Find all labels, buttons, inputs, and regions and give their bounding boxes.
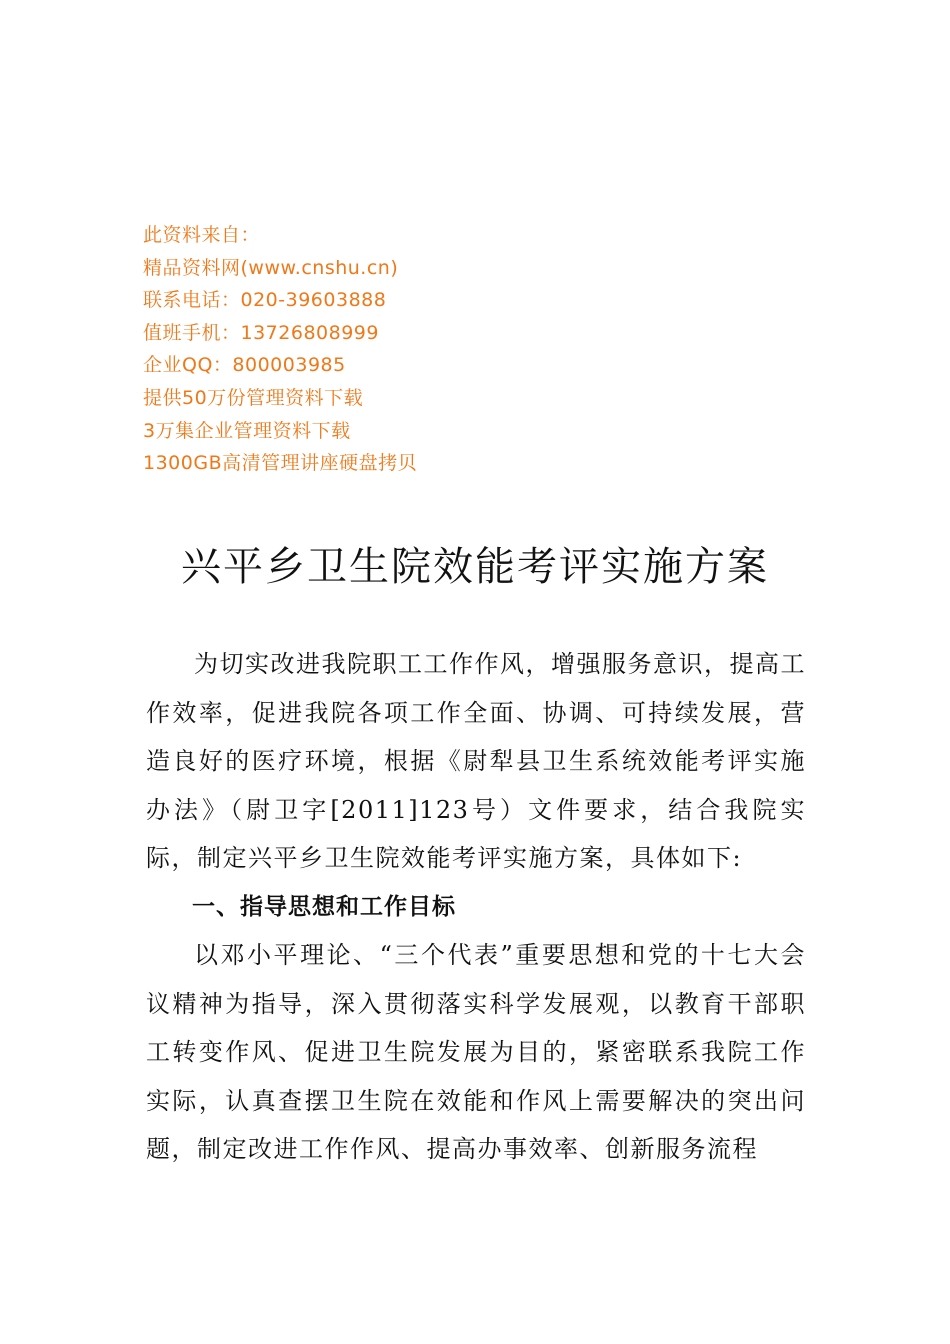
intro-paragraph: 为切实改进我院职工工作作风，增强服务意识，提高工作效率，促进我院各项工作全面、协调、可持续发展，营造良好的医疗环境，根据《尉犁县卫生系统效能考评实施办法》（尉卫字[2011]123号）文件要求，结合我院实际，制定兴平乡卫生院效能考评实施方案，具体如下: bbox=[146, 650, 806, 872]
source-info-line: 此资料来自： bbox=[143, 224, 261, 246]
section-paragraph: 以邓小平理论、“三个代表”重要思想和党的十七大会议精神为指导，深入贯彻落实科学发展观，以教育干部职工转变作风、促进卫生院发展为目的，紧密联系我院工作实际，认真查摆卫生院在效能和作风上需要解决的突出问题，制定改进工作作风、提高办事效率、创新服务流程 bbox=[146, 941, 806, 1163]
source-info-line: 值班手机：13726808999 bbox=[143, 321, 379, 344]
source-info-line: 联系电话：020-39603888 bbox=[143, 289, 387, 312]
section-heading: 一、指导思想和工作目标 bbox=[192, 893, 456, 920]
source-info-line: 1300GB高清管理讲座硬盘拷贝 bbox=[143, 452, 418, 475]
source-info-line: 企业QQ：800003985 bbox=[143, 354, 346, 377]
document-title: 兴平乡卫生院效能考评实施方案 bbox=[181, 544, 769, 590]
source-info-block bbox=[143, 219, 663, 480]
source-info-line: 精品资料网(www.cnshu.cn) bbox=[143, 256, 399, 279]
source-info-line: 3万集企业管理资料下载 bbox=[143, 419, 351, 442]
source-info-line: 提供50万份管理资料下载 bbox=[143, 386, 364, 409]
document-body bbox=[146, 640, 806, 1174]
